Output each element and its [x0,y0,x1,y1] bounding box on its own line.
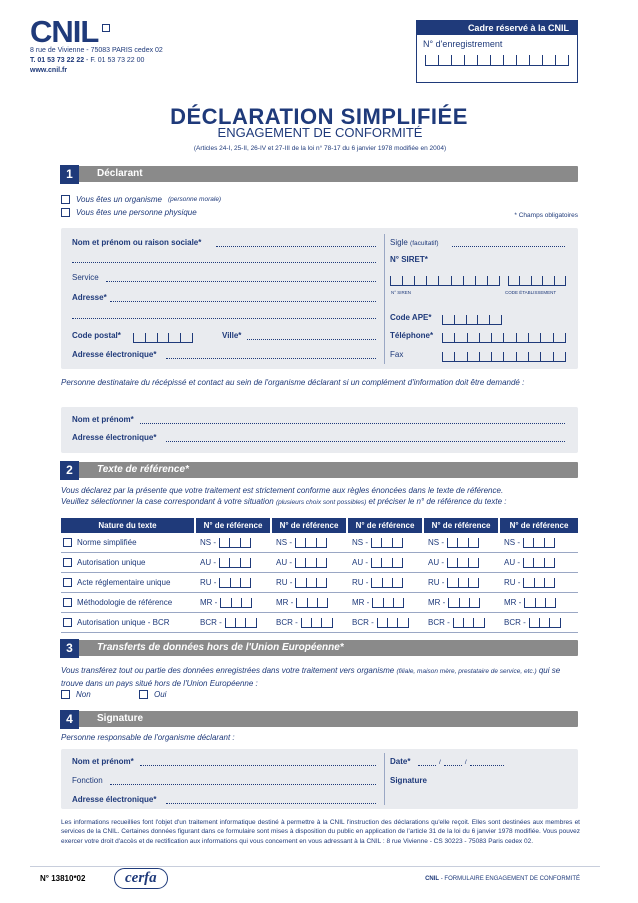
reference-number-field[interactable] [219,578,251,588]
reference-number-cell[interactable] [424,598,498,608]
reference-number-field[interactable] [220,598,252,608]
email-label: Adresse électronique* [72,350,157,359]
section4-header [60,711,578,727]
reference-prefix: MR - [428,598,446,607]
legal-articles: (Articles 24-I, 25-II, 26-IV et 27-III de la loi n° 78-17 du 6 janvier 1978 modifiée en 2004) [193,145,447,152]
reference-number-cell[interactable] [272,598,346,608]
reference-number-field[interactable] [523,578,555,588]
contact-intro: Personne destinataire du récépissé et contact au sein de l'organisme déclarant si un complément d'information doit être demandé : [61,378,525,387]
sigle-field[interactable] [452,246,565,247]
service-label: Service [72,273,99,282]
reference-prefix: BCR - [428,618,450,627]
reference-number-cell[interactable] [196,578,270,588]
signature-label: Signature [390,776,427,785]
reference-row-checkbox[interactable] [63,538,72,547]
name-field-line2[interactable] [72,262,376,263]
phone-label: Téléphone* [390,331,434,340]
section2-intro-line2 [61,497,581,506]
reference-prefix: AU - [504,558,520,567]
section4-title: Signature [97,713,144,724]
siret-label: N° SIRET* [390,255,428,264]
reference-number-field[interactable] [371,578,403,588]
reference-prefix: RU - [428,578,445,587]
date-field[interactable]: / / [418,757,504,766]
address-field[interactable] [110,301,376,302]
reference-number-cell[interactable] [272,538,346,548]
reference-number-cell[interactable] [424,538,498,548]
reference-prefix: MR - [352,598,370,607]
contact-email-field[interactable] [166,441,565,442]
reference-number-field[interactable] [447,538,479,548]
reference-prefix: MR - [504,598,522,607]
contact-panel [61,407,578,453]
date-label: Date* [390,757,411,766]
reference-number-cell[interactable] [348,558,422,568]
reference-number-cell[interactable] [196,618,270,628]
col-ref-5: N° de référence [500,518,578,533]
fax-label: Fax [390,350,404,359]
reference-row [61,613,578,633]
service-field[interactable] [106,281,376,282]
reference-number-field[interactable] [377,618,409,628]
cnil-fax: - F. 01 53 73 22 00 [84,57,145,64]
phone-field[interactable] [442,333,566,343]
reference-prefix: AU - [276,558,292,567]
reference-number-field[interactable] [296,598,328,608]
email-field[interactable] [166,358,376,359]
cnil-address: 8 rue de Vivienne - 75083 PARIS cedex 02 [30,47,163,54]
reference-prefix: BCR - [276,618,298,627]
reference-number-cell[interactable] [348,538,422,548]
reference-row-label: Norme simplifiée [77,538,137,547]
reference-row-nature[interactable] [61,618,194,627]
reference-row [61,553,578,573]
reference-prefix: NS - [276,538,292,547]
reference-prefix: RU - [276,578,293,587]
reference-number-field[interactable] [523,538,555,548]
col-ref-3: N° de référence [348,518,422,533]
legal-notice: Les informations recueillies font l'objet d'un traitement informatique destiné à permettre à la CNIL l'instruction des déclarations qu'elle reçoit. Elles sont destinées aux membres et services de la CNIL. Certaines données figurant dans ce formulaire sont mises à disposition du public en application de l'article 31 de la loi du 6 janvier 1978 modifiée. Vous pouvez exercer votre droit d'accès et de rectification aux informations qui vous concernent en vous adressant à la CNIL : 8 rue Vivienne - CS 30223 - 75083 Paris cedex 02. [61,819,580,845]
col-ref-4: N° de référence [424,518,498,533]
reference-number-field[interactable] [371,538,403,548]
form-number: N° 13810*02 [40,874,86,883]
organisation-checkbox[interactable] [61,195,70,204]
section3-number: 3 [60,639,79,658]
reference-number-field[interactable] [295,558,327,568]
reference-number-field[interactable] [529,618,561,628]
reference-number-field[interactable] [371,558,403,568]
transfer-no-option[interactable] [61,690,91,699]
section2-intro-line1: Vous déclarez par la présente que votre traitement est strictement conforme aux règles énoncées dans le texte de référence. [61,486,504,495]
section3-text [61,665,581,690]
reference-row-nature[interactable] [61,598,194,607]
reference-number-field[interactable] [453,618,485,628]
reference-prefix: RU - [200,578,217,587]
name-field[interactable] [216,246,376,247]
section2-intro-note: (plusieurs choix sont possibles) [275,499,367,506]
signer-name-label: Nom et prénom* [72,757,134,766]
city-label: Ville* [222,331,242,340]
contact-name-label: Nom et prénom* [72,415,134,424]
reference-prefix: AU - [352,558,368,567]
section1-number: 1 [60,165,79,184]
section4-intro: Personne responsable de l'organisme déclarant : [61,733,235,742]
section1-header [60,166,578,182]
reference-number-cell[interactable] [348,618,422,628]
reference-number-cell[interactable] [500,598,578,608]
name-label: Nom et prénom ou raison sociale* [72,238,202,247]
reference-row-checkbox[interactable] [63,578,72,587]
person-checkbox[interactable] [61,208,70,217]
declarant-panel [61,228,578,369]
reference-number-cell[interactable] [424,558,498,568]
signer-function-field[interactable] [110,784,376,785]
section4-number: 4 [60,710,79,729]
reference-number-cell[interactable] [348,598,422,608]
reference-number-cell[interactable] [272,618,346,628]
reference-prefix: BCR - [504,618,526,627]
reference-row-nature[interactable] [61,578,194,587]
required-note: * Champs obligatoires [514,212,578,219]
col-ref-2: N° de référence [272,518,346,533]
reference-number-field[interactable] [447,578,479,588]
reference-prefix: RU - [352,578,369,587]
col-nature: Nature du texte [61,518,194,533]
option-organisation[interactable] [61,195,221,204]
signature-divider [384,753,385,805]
reference-number-field[interactable] [225,618,257,628]
reference-number-cell[interactable] [500,618,578,628]
etablissement-note: CODE ÉTABLISSEMENT [505,290,557,295]
reserved-box [416,20,578,83]
reserved-label: Cadre réservé à la CNIL [417,21,577,35]
option-person[interactable] [61,208,197,217]
footer-title-text: - FORMULAIRE ENGAGEMENT DE CONFORMITÉ [439,876,580,882]
organisation-note: (personne morale) [167,196,222,203]
section2-header [60,462,578,478]
reference-row [61,533,578,553]
address-field-line2[interactable] [72,318,376,319]
reference-number-field[interactable] [372,598,404,608]
footer-form-title [380,876,580,882]
reference-prefix: AU - [428,558,444,567]
reference-row-label: Méthodologie de référence [77,598,173,607]
reference-row [61,593,578,613]
reference-prefix: AU - [200,558,216,567]
contact-email-label: Adresse électronique* [72,433,157,442]
cnil-website: www.cnil.fr [30,67,68,74]
reference-number-field[interactable] [295,578,327,588]
reference-prefix: MR - [276,598,294,607]
reference-table [61,518,578,633]
reference-prefix: BCR - [352,618,374,627]
reference-prefix: NS - [428,538,444,547]
reference-row-label: Autorisation unique - BCR [77,618,170,627]
reference-prefix: NS - [200,538,216,547]
section2-number: 2 [60,461,79,480]
section3-header [60,640,578,656]
section1-title: Déclarant [97,168,143,179]
person-label: Vous êtes une personne physique [76,208,197,217]
etablissement-field[interactable] [508,276,566,286]
ape-field[interactable] [442,315,502,325]
reference-number-cell[interactable] [424,578,498,588]
reference-prefix: BCR - [200,618,222,627]
reference-number-field[interactable] [524,598,556,608]
page-title: DÉCLARATION SIMPLIFIÉE [170,104,468,129]
signer-name-field[interactable] [140,765,376,766]
col-ref-1: N° de référence [196,518,270,533]
contact-name-field[interactable] [140,423,565,424]
reference-number-cell[interactable] [196,558,270,568]
signer-email-field[interactable] [166,803,376,804]
sigle-label: Sigle [390,238,408,247]
reference-number-cell[interactable] [272,558,346,568]
sigle-label-wrap [390,238,439,247]
ape-label: Code APE* [390,313,432,322]
reference-row-checkbox[interactable] [63,598,72,607]
cnil-logo [30,16,110,47]
reference-number-cell[interactable] [272,578,346,588]
reference-row-nature[interactable] [61,558,194,567]
logo-text: CNIL [30,14,99,49]
fax-field[interactable] [442,352,566,362]
sigle-note: (facultatif) [410,240,439,247]
transfer-yes-label: Oui [154,690,167,699]
reference-number-cell[interactable] [500,558,578,568]
reference-number-cell[interactable] [500,578,578,588]
page-subtitle: ENGAGEMENT DE CONFORMITÉ [217,125,423,140]
reference-number-cell[interactable] [196,538,270,548]
cnil-contact [30,46,230,76]
reference-number-cell[interactable] [348,578,422,588]
reference-prefix: NS - [504,538,520,547]
siren-note: N° SIREN [391,290,412,295]
registration-number-field[interactable] [425,55,569,66]
reference-prefix: RU - [504,578,521,587]
city-field[interactable] [247,339,376,340]
transfer-no-checkbox[interactable] [61,690,70,699]
reference-table-head [61,518,578,533]
section2-title: Texte de référence* [97,464,189,475]
postal-field[interactable] [133,333,193,343]
reference-row-checkbox[interactable] [63,558,72,567]
section3-text-a: Vous transférez tout ou partie des données enregistrées dans votre traitement vers organisme [61,666,395,675]
footer-cnil: CNIL [425,876,440,882]
logo-square-icon [102,24,110,32]
section3-text-note: (filiale, maison mère, prestataire de service, etc.) [396,668,537,675]
reference-number-field[interactable] [448,598,480,608]
address-label: Adresse* [72,293,107,302]
transfer-yes-checkbox[interactable] [139,690,148,699]
reference-row-checkbox[interactable] [63,618,72,627]
reference-prefix: MR - [200,598,218,607]
reference-number-field[interactable] [295,538,327,548]
reference-number-field[interactable] [219,538,251,548]
section2-intro-b: et préciser le n° de référence du texte : [368,497,507,506]
reference-number-field[interactable] [301,618,333,628]
reference-row-label: Acte réglementaire unique [77,578,171,587]
column-divider [384,234,385,364]
reference-number-cell[interactable] [196,598,270,608]
cerfa-logo: cerfa [114,868,168,889]
reference-number-field[interactable] [447,558,479,568]
organisation-label: Vous êtes un organisme [76,195,162,204]
section3-title: Transferts de données hors de l'Union Européenne* [97,642,344,653]
section2-intro-a: Veuillez sélectionner la case correspondant à votre situation [61,497,274,506]
reference-number-field[interactable] [523,558,555,568]
transfer-no-label: Non [76,690,91,699]
postal-label: Code postal* [72,331,121,340]
reference-row-label: Autorisation unique [77,558,146,567]
cnil-phone: T. 01 53 73 22 22 [30,57,85,64]
transfer-yes-option[interactable] [139,690,166,699]
reference-number-field[interactable] [219,558,251,568]
reference-table-body [61,533,578,633]
reference-number-cell[interactable] [424,618,498,628]
reference-row-nature[interactable] [61,538,194,547]
signer-function-label: Fonction [72,776,103,785]
signer-email-label: Adresse électronique* [72,795,157,804]
registration-label: N° d'enregistrement [423,39,503,49]
reference-row [61,573,578,593]
siren-field[interactable] [390,276,500,286]
section3-text-b: qui se trouve dans un pays situé hors de l'Union Européenne : [61,666,561,688]
reference-number-cell[interactable] [500,538,578,548]
reference-prefix: NS - [352,538,368,547]
